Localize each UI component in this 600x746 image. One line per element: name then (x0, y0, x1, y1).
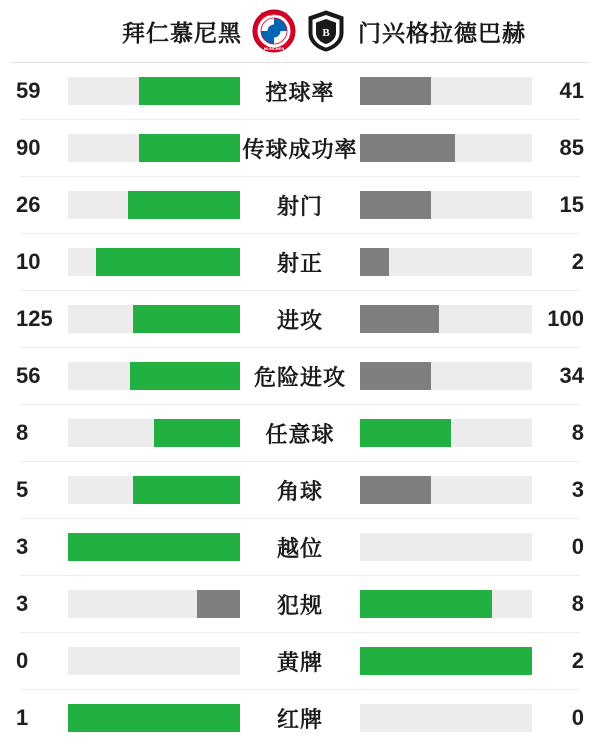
away-value: 0 (571, 534, 584, 559)
home-team-name: 拜仁慕尼黑 (122, 19, 242, 46)
away-bar-fill (360, 362, 431, 390)
home-bar (68, 590, 240, 618)
stat-label: 犯规 (276, 592, 323, 618)
away-bar-fill (360, 77, 431, 105)
stat-label: 传球成功率 (242, 136, 358, 162)
svg-text:B: B (322, 27, 330, 39)
stat-row (10, 462, 590, 518)
stat-row (10, 633, 590, 689)
away-value: 8 (571, 591, 584, 616)
stat-label: 越位 (276, 535, 323, 561)
home-bar-fill (133, 305, 240, 333)
home-bar (68, 77, 240, 105)
home-bar (68, 362, 240, 390)
stat-row (10, 348, 590, 404)
home-value: 10 (16, 249, 41, 274)
stat-label: 黄牌 (276, 649, 323, 675)
home-bar (68, 191, 240, 219)
away-bar-fill (360, 248, 389, 276)
away-bar (360, 191, 532, 219)
home-value: 90 (16, 135, 41, 160)
home-bar-fill (128, 191, 240, 219)
home-value: 125 (16, 306, 53, 331)
away-bar-fill (360, 476, 431, 504)
away-bar (360, 476, 532, 504)
away-bar (360, 704, 532, 732)
away-bar (360, 305, 532, 333)
home-bar-fill (68, 704, 240, 732)
stat-label: 红牌 (276, 706, 323, 732)
stat-label: 危险进攻 (253, 364, 346, 390)
stat-row (10, 234, 590, 290)
away-value: 34 (559, 363, 584, 388)
home-bar (68, 476, 240, 504)
home-bar (68, 704, 240, 732)
away-value: 0 (571, 705, 584, 730)
away-bar-fill (360, 191, 431, 219)
home-bar-fill (139, 77, 240, 105)
svg-text:F C BAYERN: F C BAYERN (260, 11, 288, 17)
stat-label: 射门 (276, 193, 323, 219)
home-value: 26 (16, 192, 41, 217)
away-team (300, 9, 590, 53)
home-bar (68, 305, 240, 333)
away-value: 2 (571, 648, 584, 673)
away-bar-fill (360, 590, 492, 618)
away-bar (360, 590, 532, 618)
home-bar (68, 419, 240, 447)
borussia-moenchengladbach-crest-icon (304, 9, 348, 53)
home-bar (68, 134, 240, 162)
home-value: 5 (16, 477, 29, 502)
home-bar-fill (133, 476, 240, 504)
home-bar-fill (154, 419, 240, 447)
stat-row (10, 177, 590, 233)
home-value: 1 (16, 705, 29, 730)
home-value: 8 (16, 420, 29, 445)
stat-row (10, 63, 590, 119)
away-bar (360, 362, 532, 390)
away-team-name: 门兴格拉德巴赫 (358, 19, 526, 46)
away-bar (360, 248, 532, 276)
away-bar-fill (360, 134, 455, 162)
stat-label: 进攻 (276, 307, 323, 333)
away-value: 85 (559, 135, 584, 160)
away-bar (360, 134, 532, 162)
stat-row (10, 576, 590, 632)
stat-label: 射正 (276, 250, 323, 276)
away-bar (360, 533, 532, 561)
bayern-munich-crest-icon (252, 9, 296, 53)
stat-row (10, 405, 590, 461)
svg-text:MÜNCHEN: MÜNCHEN (263, 46, 285, 51)
stats-rows (0, 63, 600, 746)
home-bar (68, 248, 240, 276)
home-bar-fill (96, 248, 240, 276)
away-bar (360, 647, 532, 675)
away-value: 2 (571, 249, 584, 274)
stat-row (10, 519, 590, 575)
home-value: 59 (16, 78, 41, 103)
stat-row (10, 291, 590, 347)
away-bar (360, 77, 532, 105)
home-value: 3 (16, 534, 29, 559)
match-header (0, 0, 600, 62)
away-bar-fill (360, 305, 439, 333)
away-bar-fill (360, 419, 451, 447)
away-bar (360, 419, 532, 447)
home-value: 56 (16, 363, 41, 388)
away-value: 8 (571, 420, 584, 445)
home-value: 0 (16, 648, 29, 673)
home-bar-fill (68, 533, 240, 561)
stat-label: 角球 (276, 478, 323, 504)
home-bar-fill (130, 362, 240, 390)
away-value: 41 (559, 78, 584, 103)
away-value: 3 (571, 477, 584, 502)
stat-label: 任意球 (265, 421, 335, 447)
home-bar (68, 533, 240, 561)
away-bar-fill (360, 647, 532, 675)
away-value: 100 (547, 306, 584, 331)
stat-row (10, 120, 590, 176)
away-value: 15 (559, 192, 584, 217)
home-value: 3 (16, 591, 29, 616)
home-team (10, 9, 300, 53)
home-bar-fill (139, 134, 240, 162)
stat-label: 控球率 (265, 79, 335, 105)
home-bar-fill (197, 590, 240, 618)
home-bar (68, 647, 240, 675)
